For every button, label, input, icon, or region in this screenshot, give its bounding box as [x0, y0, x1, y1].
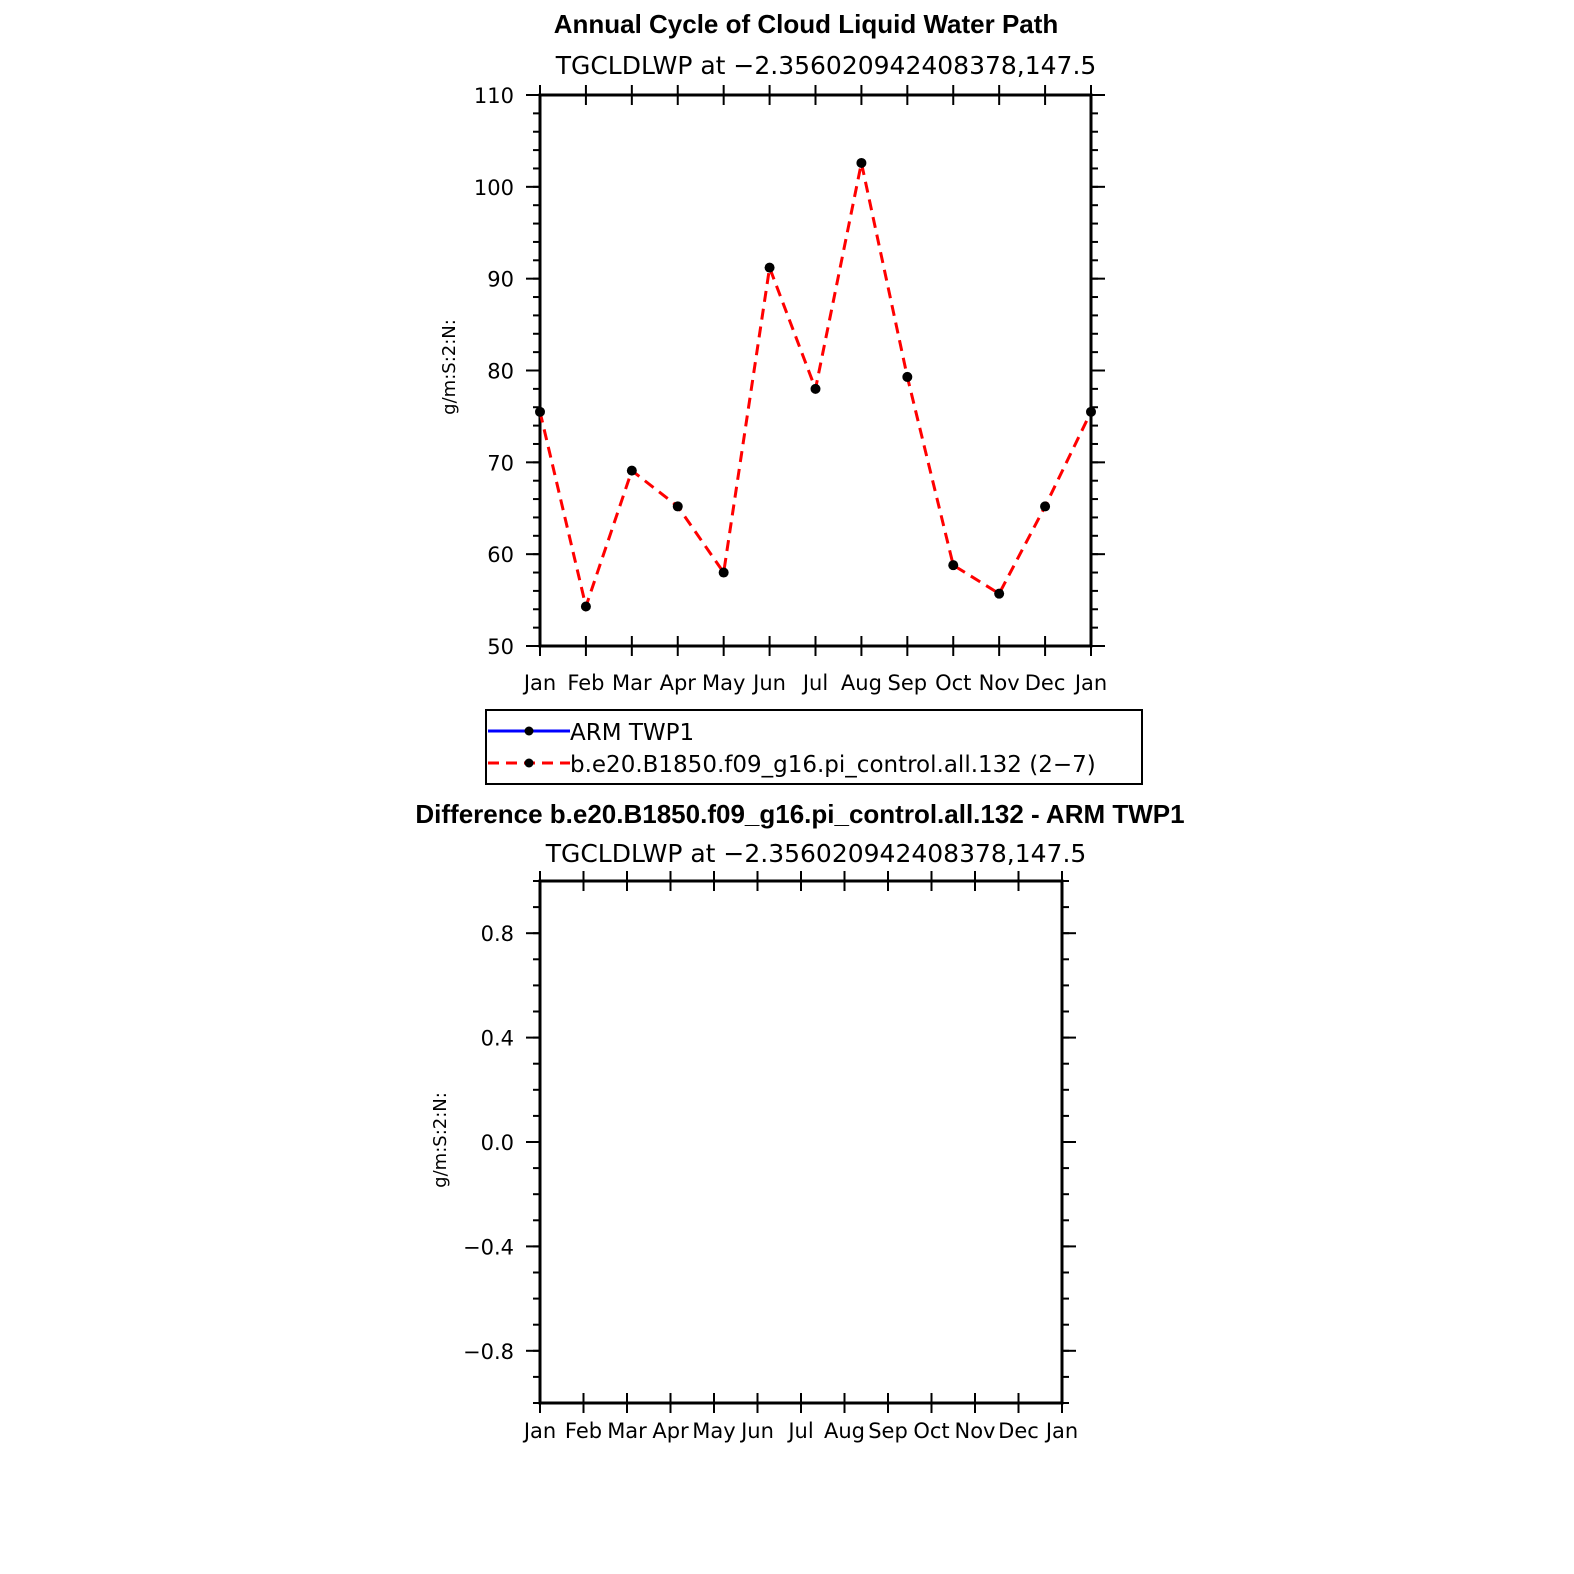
x-tick-label: Feb — [567, 671, 605, 695]
x-tick-label: Aug — [840, 671, 882, 695]
chart2-ticks — [526, 871, 1076, 1413]
x-tick-label: Mar — [607, 1419, 647, 1443]
x-tick-label: Sep — [887, 671, 928, 695]
x-tick-label: Oct — [913, 1419, 950, 1443]
data-point — [1086, 407, 1096, 417]
y-tick-label: 110 — [473, 84, 514, 108]
chart1-legend — [486, 710, 1142, 784]
x-tick-label: Apr — [659, 671, 696, 695]
x-tick-label: Aug — [823, 1419, 866, 1443]
chart2-y-tick-labels — [463, 922, 514, 1364]
y-tick-label: 0.8 — [480, 922, 514, 947]
x-tick-label: Jul — [788, 1419, 814, 1443]
data-point — [811, 384, 821, 394]
x-tick-label: Jan — [523, 671, 557, 695]
x-tick-label: Sep — [868, 1419, 908, 1443]
chart2-title: Difference b.e20.B1850.f09_g16.pi_control.all.132 - ARM TWP1 — [415, 799, 1185, 829]
x-tick-label: Oct — [935, 671, 972, 695]
chart1-title: Annual Cycle of Cloud Liquid Water Path — [553, 9, 1059, 39]
chart1-x-tick-labels — [522, 671, 1107, 695]
data-point — [719, 568, 729, 578]
x-tick-label: May — [692, 1419, 736, 1443]
legend-marker-arm — [525, 727, 534, 736]
x-tick-label: Jan — [1045, 1419, 1079, 1443]
y-tick-label: 70 — [487, 451, 514, 476]
data-point — [627, 466, 637, 476]
data-point — [535, 407, 545, 417]
x-tick-label: Dec — [1024, 671, 1066, 695]
data-point — [765, 263, 775, 273]
legend-label-arm: ARM TWP1 — [570, 720, 695, 746]
x-tick-label: Nov — [978, 671, 1020, 695]
chart2-plot-frame — [540, 881, 1062, 1403]
legend-marker-model — [525, 759, 534, 768]
y-tick-label: 0.0 — [480, 1131, 514, 1155]
x-tick-label: Jun — [753, 671, 786, 695]
y-tick-label: 100 — [473, 175, 514, 200]
y-tick-label: 0.4 — [480, 1026, 514, 1051]
data-point — [948, 560, 958, 570]
data-point — [902, 372, 912, 382]
y-tick-label: −0.4 — [463, 1235, 514, 1260]
data-point — [856, 158, 866, 168]
chart2-x-tick-labels — [522, 1419, 1078, 1443]
x-tick-label: Jun — [741, 1419, 774, 1443]
y-tick-label: 90 — [487, 267, 514, 292]
y-tick-label: −0.8 — [463, 1339, 514, 1364]
legend-label-model: b.e20.B1850.f09_g16.pi_control.all.132 (2−7) — [570, 752, 1096, 778]
data-point — [994, 589, 1004, 599]
x-tick-label: Jan — [523, 1419, 557, 1443]
x-tick-label: May — [701, 671, 746, 695]
chart1-y-tick-labels — [474, 84, 514, 659]
chart1-ticks — [526, 85, 1105, 656]
y-tick-label: 60 — [487, 543, 514, 568]
chart1-subtitle: TGCLDLWP at −2.356020942408378,147.5 — [555, 51, 1097, 80]
x-tick-label: Feb — [564, 1419, 603, 1443]
x-tick-label: Apr — [652, 1419, 689, 1443]
data-point — [581, 602, 591, 612]
x-tick-label: Jul — [802, 671, 829, 695]
chart1-series — [535, 158, 1096, 612]
x-tick-label: Nov — [954, 1419, 996, 1443]
y-tick-label: 80 — [487, 359, 514, 384]
chart1-ylabel: g/m:S:2:N: — [439, 319, 460, 415]
x-tick-label: Mar — [612, 671, 652, 695]
x-tick-label: Jan — [1074, 671, 1108, 695]
x-tick-label: Dec — [998, 1419, 1039, 1443]
chart2-ylabel: g/m:S:2:N: — [430, 1092, 451, 1188]
y-tick-label: 50 — [487, 635, 514, 659]
chart1-plot-frame — [540, 95, 1091, 646]
data-point — [673, 501, 683, 511]
chart2-subtitle: TGCLDLWP at −2.356020942408378,147.5 — [545, 839, 1087, 868]
data-point — [1040, 501, 1050, 511]
